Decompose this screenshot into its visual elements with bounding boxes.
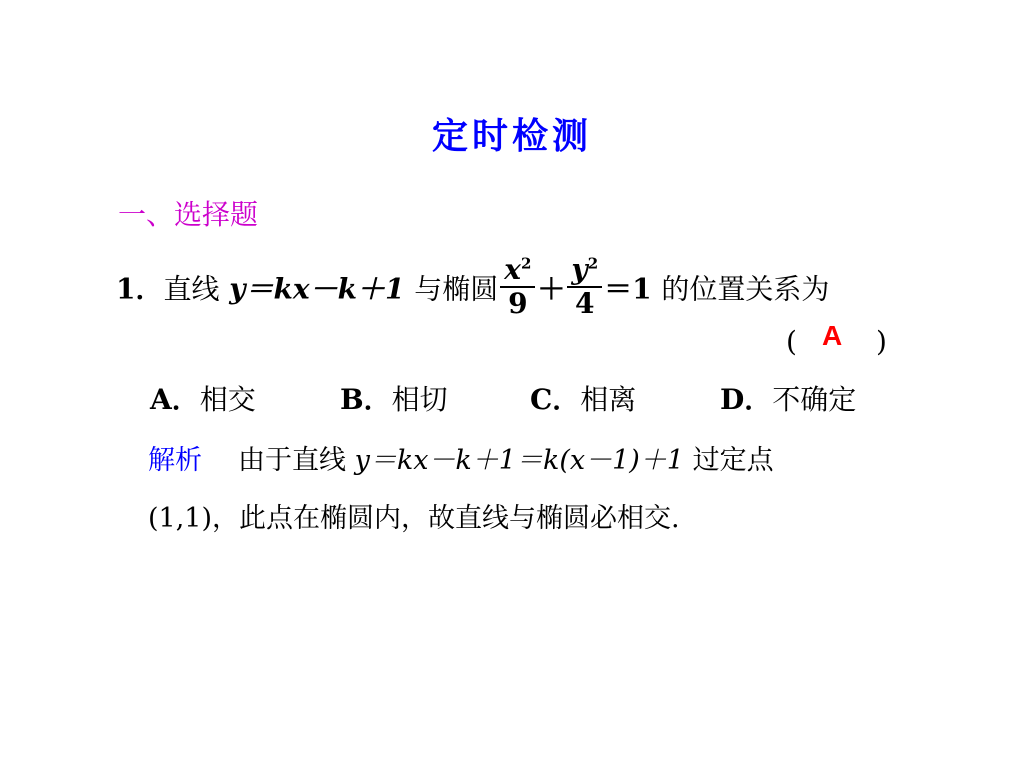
page-title: 定时检测: [431, 115, 592, 157]
question-number: 1．: [116, 272, 164, 306]
option-d-text: 不确定: [772, 383, 857, 416]
frac1-numerator: x: [504, 253, 521, 286]
plus-sign: ＋: [537, 272, 566, 306]
fraction-x2-over-9: [500, 254, 535, 320]
answer-paren-open: (: [786, 325, 797, 358]
explanation-label: 解析: [148, 445, 202, 476]
answer-paren-close: ): [876, 325, 887, 358]
option-c: [530, 378, 636, 418]
option-d: [720, 378, 856, 418]
question-stem: [116, 253, 830, 324]
equals-one: ＝1: [604, 272, 652, 306]
explanation-line-2: (1,1)，此点在椭圆内，故直线与椭圆必相交.: [148, 503, 680, 534]
frac1-exponent: 2: [520, 254, 532, 273]
frac2-exponent: 2: [587, 254, 599, 273]
line-equation: y＝kx－k＋1: [229, 272, 405, 306]
option-d-letter: D．: [720, 383, 773, 416]
frac2-numerator: y: [571, 253, 588, 286]
option-b-letter: B．: [340, 383, 392, 416]
explanation-text-1-end: 过定点: [692, 445, 774, 476]
explanation-equation: y＝kx－k＋1＝k(x－1)＋1: [354, 445, 684, 476]
question-prefix: 直线: [163, 272, 220, 306]
question-suffix: 的位置关系为: [661, 272, 830, 306]
option-a: [150, 378, 256, 418]
question-mid: 与椭圆: [414, 272, 499, 306]
frac2-denominator: 4: [575, 287, 595, 321]
frac1-denominator: 9: [508, 287, 528, 321]
option-c-letter: C．: [530, 383, 581, 416]
section-heading: 一、选择题: [118, 198, 259, 231]
explanation-text-1: 由于直线: [238, 445, 346, 476]
option-c-text: 相离: [580, 383, 637, 416]
answer-value: A: [822, 320, 843, 351]
option-a-letter: A．: [150, 383, 200, 416]
explanation-line-1: [148, 438, 774, 477]
option-b: [340, 378, 448, 418]
fraction-y2-over-4: [567, 254, 602, 320]
option-a-text: 相交: [199, 383, 256, 416]
option-b-text: 相切: [391, 383, 448, 416]
